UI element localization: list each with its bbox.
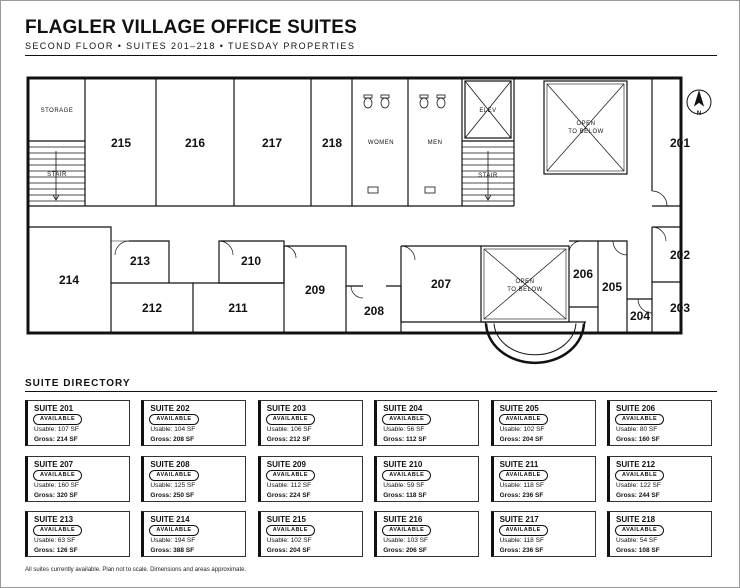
availability-badge: AVAILABLE [615,470,664,481]
room-212[interactable]: 212 [141,301,163,315]
availability-badge: AVAILABLE [499,470,548,481]
usable-area: Usable: 194 SF [150,537,196,544]
usable-area: Usable: 104 SF [150,426,196,433]
availability-badge: AVAILABLE [499,525,548,536]
storage-label: STORAGE [40,108,74,114]
suite-card[interactable] [258,400,363,446]
page-title: FLAGLER VILLAGE OFFICE SUITES [25,17,357,38]
women-label: WOMEN [367,140,395,146]
suite-name: SUITE 212 [616,459,656,469]
suite-card[interactable] [491,456,596,502]
curved-bay-inner [494,322,576,355]
stair-label-right: STAIR [478,173,498,179]
availability-badge: AVAILABLE [382,414,431,425]
gross-area: Gross: 208 SF [150,436,195,443]
room-205[interactable]: 205 [601,280,623,294]
gross-area: Gross: 236 SF [499,547,544,554]
usable-area: Usable: 56 SF [383,426,425,433]
availability-badge: AVAILABLE [382,525,431,536]
availability-badge: AVAILABLE [149,414,198,425]
suite-card[interactable] [374,511,479,557]
open-to-below-bottom-line1: OPEN [515,279,535,285]
suite-name: SUITE 209 [266,459,306,469]
open-to-below-top-line2: TO BELOW [568,129,604,135]
availability-badge: AVAILABLE [499,414,548,425]
floor-plan [1,1,739,373]
availability-badge: AVAILABLE [33,414,82,425]
gross-area: Gross: 224 SF [266,491,311,499]
suite-name: SUITE 204 [383,404,423,413]
gross-area: Gross: 236 SF [499,491,544,499]
stair-label-left: STAIR [47,172,67,178]
usable-area: Usable: 103 SF [383,537,428,544]
suite-name: SUITE 218 [616,515,656,524]
gross-area: Gross: 250 SF [150,491,195,499]
usable-area: Usable: 102 SF [266,537,312,544]
men-label: MEN [427,140,443,146]
availability-badge: AVAILABLE [266,525,315,536]
suite-name: SUITE 207 [34,459,74,469]
suite-card[interactable] [25,511,130,557]
usable-area: Usable: 80 SF [616,426,658,433]
gross-area: Gross: 108 SF [616,547,660,554]
gross-area: Gross: 214 SF [34,436,78,443]
usable-area: Usable: 63 SF [34,537,76,544]
suite-card[interactable] [607,456,712,502]
room-204[interactable]: 204 [629,309,651,323]
room-208[interactable]: 208 [363,304,385,318]
suite-name: SUITE 216 [383,515,423,524]
suite-name: SUITE 201 [34,404,74,413]
usable-area: Usable: 160 SF [34,481,79,489]
suite-card[interactable] [607,511,712,557]
suite-name: SUITE 206 [616,404,656,413]
availability-badge: AVAILABLE [615,525,664,536]
suite-name: SUITE 217 [499,515,539,524]
suite-name: SUITE 205 [499,404,539,413]
directory-divider [25,391,717,392]
room-201[interactable]: 201 [669,136,691,150]
availability-badge: AVAILABLE [266,470,315,481]
suite-card[interactable] [491,511,596,557]
gross-area: Gross: 388 SF [150,547,195,554]
room-217[interactable]: 217 [261,136,283,150]
suite-card[interactable] [141,400,246,446]
gross-area: Gross: 204 SF [499,436,544,443]
availability-badge: AVAILABLE [33,470,82,481]
elevator-label: ELEV [479,108,497,114]
suite-card[interactable] [25,456,130,502]
usable-area: Usable: 125 SF [150,481,196,489]
suite-directory-title: SUITE DIRECTORY [25,378,131,389]
usable-area: Usable: 59 SF [383,481,425,489]
gross-area: Gross: 212 SF [266,436,311,443]
room-209[interactable]: 209 [304,283,326,297]
suite-name: SUITE 213 [34,515,74,524]
availability-badge: AVAILABLE [149,470,198,481]
north-label: N [696,111,702,117]
suite-name: SUITE 203 [266,404,306,413]
room-218[interactable]: 218 [321,136,343,150]
room-211[interactable]: 211 [228,301,248,315]
suite-card[interactable] [607,400,712,446]
room-210[interactable]: 210 [240,254,262,268]
suite-name: SUITE 202 [150,404,190,413]
usable-area: Usable: 107 SF [34,426,79,433]
room-206[interactable]: 206 [572,267,594,281]
availability-badge: AVAILABLE [382,470,431,481]
availability-badge: AVAILABLE [266,414,315,425]
usable-area: Usable: 118 SF [499,537,544,544]
suite-card[interactable] [141,511,246,557]
gross-area: Gross: 126 SF [34,547,78,554]
usable-area: Usable: 122 SF [616,481,661,489]
availability-badge: AVAILABLE [33,525,82,536]
usable-area: Usable: 106 SF [266,426,312,433]
gross-area: Gross: 244 SF [616,491,660,499]
open-to-below-bottom-line2: TO BELOW [507,287,543,293]
open-to-below-top-line1: OPEN [576,121,596,127]
room-203[interactable]: 203 [669,301,691,315]
curved-bay-outer [486,322,584,363]
room-214[interactable]: 214 [58,273,80,287]
suite-name: SUITE 214 [150,515,190,524]
suite-name: SUITE 208 [150,459,190,469]
suite-card[interactable] [25,400,130,446]
usable-area: Usable: 112 SF [266,481,312,489]
suite-name: SUITE 210 [383,459,423,469]
usable-area: Usable: 102 SF [499,426,545,433]
usable-area: Usable: 54 SF [616,537,658,544]
room-202[interactable]: 202 [669,248,691,262]
usable-area: Usable: 118 SF [499,481,544,489]
suite-name: SUITE 215 [266,515,306,524]
suite-card[interactable] [491,400,596,446]
room-216[interactable]: 216 [184,136,206,150]
gross-area: Gross: 204 SF [266,547,311,554]
room-213[interactable]: 213 [129,254,151,268]
suite-card[interactable] [141,456,246,502]
suite-card[interactable] [374,400,479,446]
gross-area: Gross: 320 SF [34,491,78,499]
availability-badge: AVAILABLE [149,525,198,536]
gross-area: Gross: 118 SF [383,491,427,499]
suite-card[interactable] [258,511,363,557]
page-subtitle: SECOND FLOOR • SUITES 201–218 • TUESDAY PROPERTIES [25,41,356,51]
gross-area: Gross: 160 SF [616,436,660,443]
suite-card[interactable] [374,456,479,502]
availability-badge: AVAILABLE [615,414,664,425]
gross-area: Gross: 206 SF [383,547,427,554]
room-215[interactable]: 215 [110,136,132,150]
suite-name: SUITE 211 [499,459,539,469]
footnote: All suites currently available. Plan not to scale. Dimensions and areas approximate. [25,567,247,573]
room-207[interactable]: 207 [430,277,452,291]
suite-card[interactable] [258,456,363,502]
gross-area: Gross: 112 SF [383,436,427,443]
